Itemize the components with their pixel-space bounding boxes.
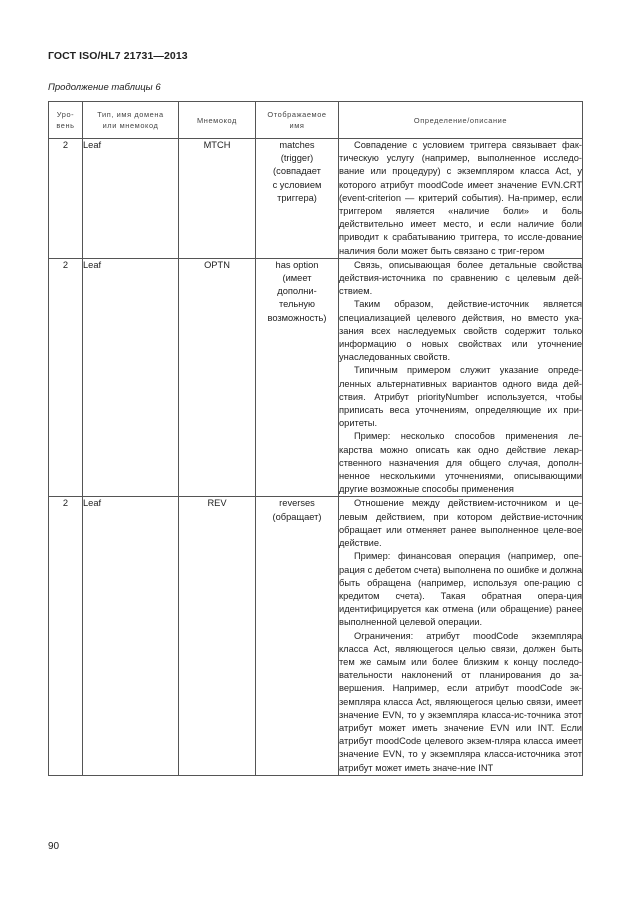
column-header-line: Мнемокод: [197, 115, 237, 125]
page-number: 90: [48, 841, 60, 852]
level-cell: 2: [49, 258, 83, 497]
level-cell: 2: [49, 497, 83, 775]
column-header-display-name: [256, 102, 339, 139]
column-header-line: или мнемокод: [102, 121, 159, 130]
definition-paragraph: Пример: несколько способов применения ле-карства можно описать как одно действие лекар-ственного назначения для общего случая, дополн-ненное несколькими уточнениями, описывающими другие возможные способы применения: [339, 431, 582, 495]
column-header-line: вень: [56, 121, 75, 130]
table-row: [49, 497, 583, 775]
column-header-type: [83, 102, 179, 139]
display-name-line: matches: [279, 140, 315, 150]
column-header-line: Отображаемое: [267, 110, 327, 119]
document-title: ГОСТ ISO/HL7 21731—2013: [48, 50, 188, 62]
definition-paragraph: Таким образом, действие-источник является специализацией целевого действия, но вместо ука-зания всех наследуемых свойств содержит только информацию о новых свойствах или уточнение унаследованных свойств.: [339, 299, 582, 363]
type-cell: Leaf: [83, 258, 179, 497]
display-name-line: тельную: [278, 299, 316, 310]
display-name-cell: [256, 139, 339, 259]
definition-cell: [339, 497, 583, 775]
table-header-row: [49, 102, 583, 139]
column-header-line: Тип, имя домена: [97, 110, 164, 119]
display-name-line: has option: [275, 259, 319, 270]
display-name-line: триггера): [277, 192, 317, 203]
definition-paragraph: Типичным примером служит указание опреде-ленных альтернативных вариантов одного вида дей-ствия. Атрибут priorityNumber используется, чтобы приписать веса уточнениям, определяющие их при-оритеты.: [339, 365, 582, 429]
definition-paragraph: Ограничения: атрибут moodCode экземпляра класса Act, являющегося целью связи, должен быть тем же самым или более близким к концу последо-вательности наклонений от планирования до за-вершения. Например, если атрибут moodCode эк-земпляра класса Act, являющегося целью связи, имеет значение EVN, то у экземпляра класса-ис-точника этот атрибут может иметь значение EVN или INT. Если атрибут moodCode целевого экзем-пляра класса имеет значение EVN, то у экземпляра класса-источника этот атрибут может иметь значе-ние INT: [339, 630, 582, 773]
display-name-cell: [256, 497, 339, 775]
display-name-line: (имеет: [282, 273, 312, 284]
display-name-line: reverses: [279, 498, 315, 509]
table-caption: Продолжение таблицы 6: [48, 82, 161, 93]
level-cell: 2: [49, 139, 83, 259]
definition-paragraph: Совпадение с условием триггера связывает фак-тическую услугу (например, выполненное исследо-вание или процедуру) с экземпляром класса Act, у которого атрибут moodCode имеет значение EVN.CRT (event-criterion — критерий события). На-пример, если триггером является «наличие боли» и боль действительно имеет место, и если наличие боли приводит к срабатыванию триггера, то иссле-дование наличия боли может быть связано с триг-гером: [339, 140, 582, 256]
column-header-definition: [339, 102, 583, 139]
column-header-line: Определение/описание: [413, 115, 508, 125]
table-row: [49, 139, 583, 259]
definition-cell: [339, 258, 583, 497]
display-name-line: (trigger): [280, 153, 314, 164]
mnemonic-cell: OPTN: [179, 258, 256, 497]
display-name-line: (обращает): [272, 511, 322, 522]
mnemonic-cell: REV: [179, 497, 256, 775]
display-name-line: дополни-: [277, 286, 317, 297]
display-name-cell: [256, 258, 339, 497]
definition-paragraph: Связь, описывающая более детальные свойства действия-источника по сравнению с целевым дей-ствием.: [339, 259, 582, 297]
table-row: [49, 258, 583, 497]
display-name-line: с условием: [272, 179, 322, 190]
definition-paragraph: Пример: финансовая операция (например, опе-рация с дебетом счета) выполнена по ошибке и должна быть обращена (например, используя опе-рацию с кредитом счета). Такая обратная опера-ция идентифицируется как отмена (или обращение) ранее выполненной целевой операции.: [339, 551, 582, 628]
type-cell: Leaf: [83, 139, 179, 259]
definition-cell: [339, 139, 583, 259]
column-header-line: имя: [289, 121, 305, 130]
definition-paragraph: Отношение между действием-источником и це-левым действием, при котором действие-источник обращает или отменяет ранее выполненное целе-вое действие.: [339, 498, 582, 549]
code-table: [48, 101, 583, 776]
column-header-level: [49, 102, 83, 139]
column-header-mnemonic: [179, 102, 256, 139]
mnemonic-cell: MTCH: [179, 139, 256, 259]
display-name-line: (совпадает: [273, 166, 321, 177]
column-header-line: Уро-: [56, 110, 75, 119]
display-name-line: возможность): [267, 312, 327, 323]
type-cell: Leaf: [83, 497, 179, 775]
